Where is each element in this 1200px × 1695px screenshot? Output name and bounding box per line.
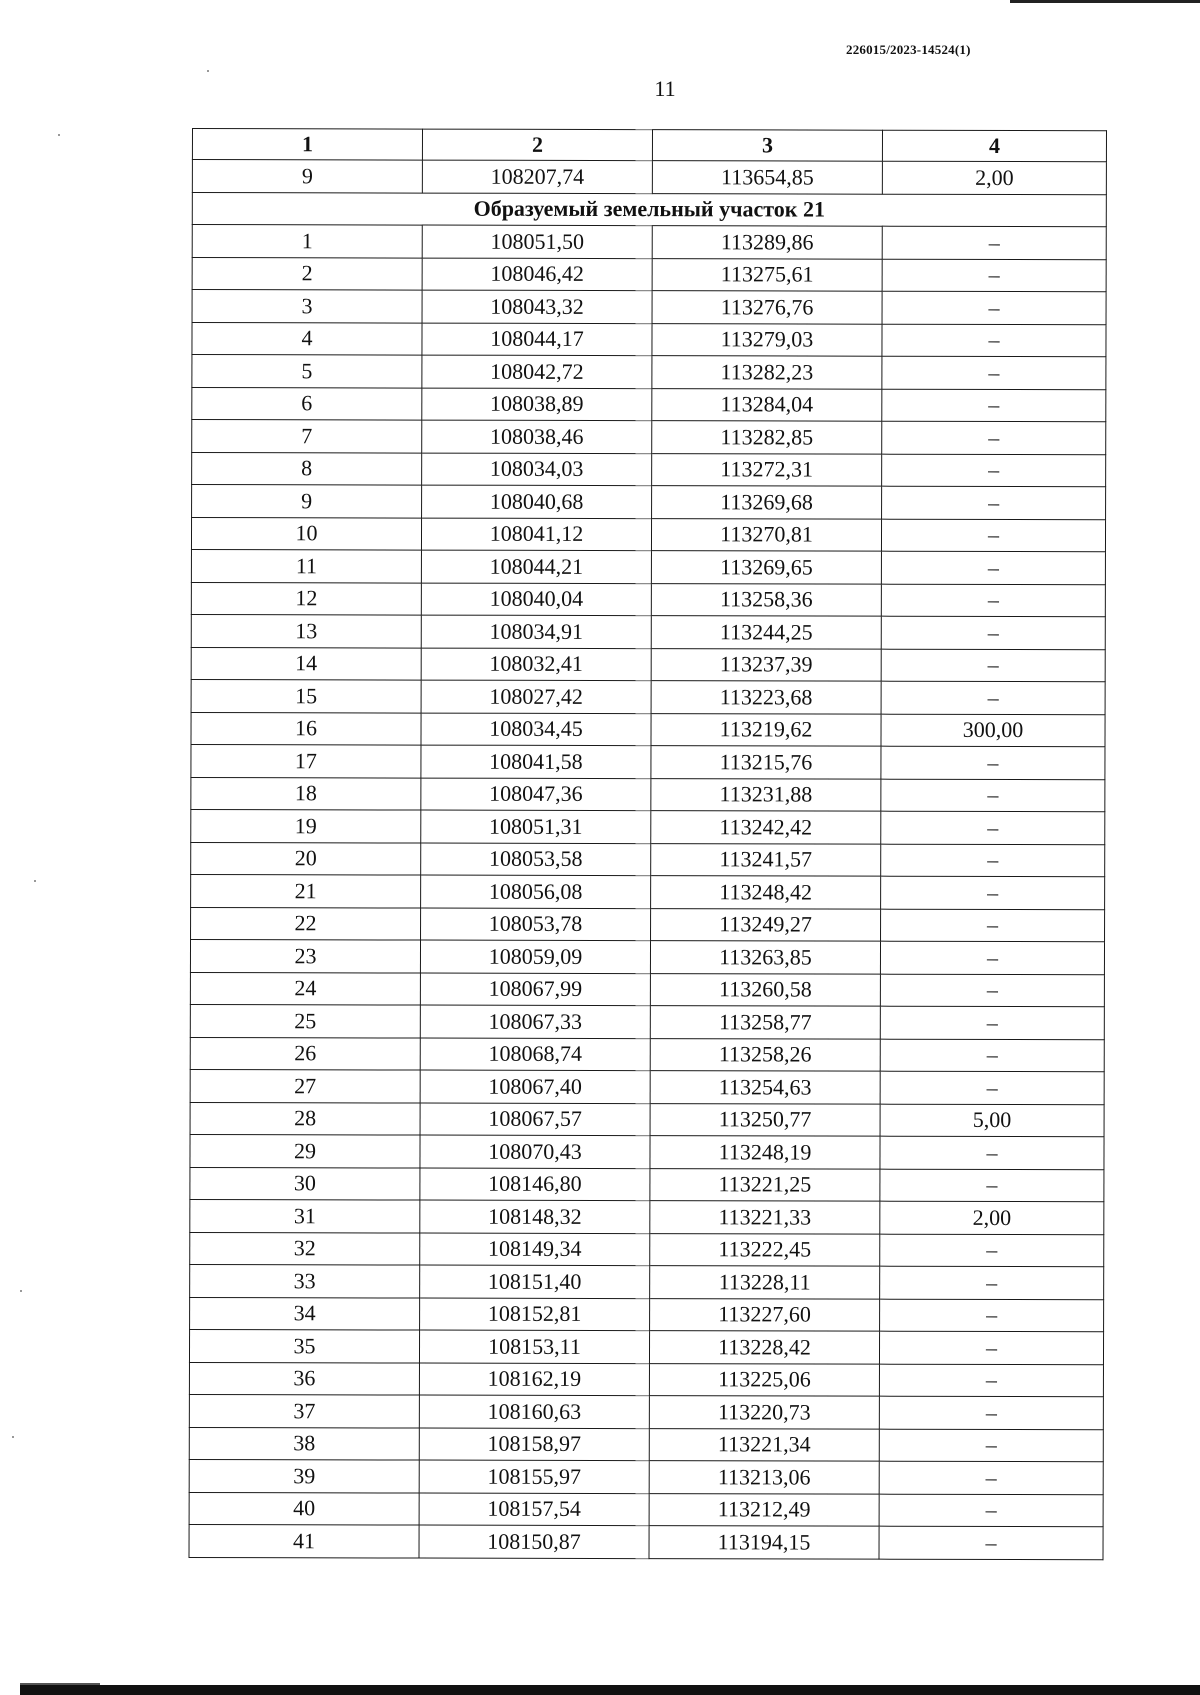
x-coordinate-cell: 108067,40 — [420, 1070, 650, 1103]
distance-cell: – — [881, 616, 1105, 649]
distance-cell: 300,00 — [881, 714, 1105, 747]
table-row — [189, 1427, 1103, 1462]
x-coordinate-cell: 108042,72 — [422, 355, 652, 388]
y-coordinate-cell: 113654,85 — [652, 161, 882, 194]
distance-cell: – — [880, 1266, 1104, 1299]
x-coordinate-cell: 108040,68 — [422, 485, 652, 518]
y-coordinate-cell: 113275,61 — [652, 258, 882, 291]
distance-cell: – — [881, 876, 1105, 909]
column-header-4: 4 — [882, 130, 1106, 162]
distance-cell: – — [879, 1494, 1103, 1527]
point-number-cell: 7 — [192, 420, 422, 453]
distance-cell: – — [880, 1136, 1104, 1169]
point-number-cell: 23 — [190, 939, 420, 972]
point-number-cell: 6 — [192, 387, 422, 420]
column-header-1: 1 — [192, 129, 422, 161]
x-coordinate-cell: 108038,46 — [422, 420, 652, 453]
table-row — [191, 874, 1105, 909]
section-title-row — [192, 192, 1106, 227]
distance-cell: – — [880, 1039, 1104, 1072]
x-coordinate-cell: 108047,36 — [421, 778, 651, 811]
distance-cell: – — [882, 486, 1106, 519]
column-header-3: 3 — [652, 130, 882, 162]
y-coordinate-cell: 113248,42 — [651, 876, 881, 909]
x-coordinate-cell: 108053,58 — [421, 843, 651, 876]
table-row — [190, 972, 1104, 1007]
x-coordinate-cell: 108041,12 — [421, 518, 651, 551]
table-row — [191, 517, 1105, 552]
scan-top-edge — [1010, 0, 1200, 3]
distance-cell: – — [880, 974, 1104, 1007]
point-number-cell: 4 — [192, 322, 422, 355]
x-coordinate-cell: 108153,11 — [419, 1330, 649, 1363]
y-coordinate-cell: 113258,36 — [651, 583, 881, 616]
table-row — [190, 939, 1104, 974]
y-coordinate-cell: 113282,85 — [652, 421, 882, 454]
distance-cell: – — [882, 356, 1106, 389]
y-coordinate-cell: 113213,06 — [649, 1461, 879, 1494]
distance-cell: – — [879, 1364, 1103, 1397]
x-coordinate-cell: 108038,89 — [422, 388, 652, 421]
point-number-cell: 39 — [189, 1459, 419, 1492]
distance-cell: 2,00 — [882, 161, 1106, 194]
y-coordinate-cell: 113228,42 — [649, 1331, 879, 1364]
table-row — [190, 1134, 1104, 1169]
distance-cell: – — [882, 324, 1106, 357]
point-number-cell: 34 — [190, 1297, 420, 1330]
y-coordinate-cell: 113215,76 — [651, 746, 881, 779]
point-number-cell: 29 — [190, 1134, 420, 1167]
distance-cell: – — [881, 844, 1105, 877]
distance-cell: – — [881, 779, 1105, 812]
table-row — [191, 712, 1105, 747]
y-coordinate-cell: 113284,04 — [652, 388, 882, 421]
y-coordinate-cell: 113241,57 — [651, 843, 881, 876]
y-coordinate-cell: 113269,68 — [652, 486, 882, 519]
scan-speck — [58, 134, 60, 136]
x-coordinate-cell: 108034,45 — [421, 713, 651, 746]
table-row — [191, 614, 1105, 649]
point-number-cell: 16 — [191, 712, 421, 745]
x-coordinate-cell: 108034,03 — [422, 453, 652, 486]
y-coordinate-cell: 113220,73 — [649, 1396, 879, 1429]
distance-cell: – — [882, 389, 1106, 422]
table-row — [190, 1167, 1104, 1202]
table-row — [192, 257, 1106, 292]
point-number-cell: 32 — [190, 1232, 420, 1265]
distance-cell: – — [882, 421, 1106, 454]
point-number-cell: 22 — [191, 907, 421, 940]
point-number-cell: 27 — [190, 1069, 420, 1102]
distance-cell: – — [882, 259, 1106, 292]
scan-bottom-edge — [20, 1685, 1200, 1695]
y-coordinate-cell: 113269,65 — [651, 551, 881, 584]
scan-speck — [34, 880, 36, 882]
point-number-cell: 3 — [192, 290, 422, 323]
y-coordinate-cell: 113244,25 — [651, 616, 881, 649]
distance-cell: – — [880, 1169, 1104, 1202]
x-coordinate-cell: 108162,19 — [419, 1363, 649, 1396]
x-coordinate-cell: 108068,74 — [420, 1038, 650, 1071]
table-row — [190, 1199, 1104, 1234]
x-coordinate-cell: 108149,34 — [420, 1233, 650, 1266]
table-row — [192, 355, 1106, 390]
distance-cell: – — [881, 811, 1105, 844]
y-coordinate-cell: 113221,34 — [649, 1428, 879, 1461]
table-row — [192, 452, 1106, 487]
x-coordinate-cell: 108044,21 — [421, 550, 651, 583]
point-number-cell: 15 — [191, 679, 421, 712]
distance-cell: – — [881, 909, 1105, 942]
point-number-cell: 19 — [191, 809, 421, 842]
distance-cell: 5,00 — [880, 1104, 1104, 1137]
x-coordinate-cell: 108046,42 — [422, 258, 652, 291]
x-coordinate-cell: 108067,57 — [420, 1103, 650, 1136]
x-coordinate-cell: 108053,78 — [421, 908, 651, 941]
x-coordinate-cell: 108056,08 — [421, 875, 651, 908]
x-coordinate-cell: 108032,41 — [421, 648, 651, 681]
point-number-cell: 9 — [192, 160, 422, 193]
page-number: 11 — [654, 76, 676, 101]
x-coordinate-cell: 108146,80 — [420, 1168, 650, 1201]
y-coordinate-cell: 113225,06 — [649, 1363, 879, 1396]
table-row — [191, 842, 1105, 877]
table-header-row — [192, 129, 1106, 162]
point-number-cell: 31 — [190, 1199, 420, 1232]
table-row — [190, 1102, 1104, 1137]
y-coordinate-cell: 113212,49 — [649, 1493, 879, 1526]
x-coordinate-cell: 108034,91 — [421, 615, 651, 648]
y-coordinate-cell: 113221,25 — [650, 1168, 880, 1201]
point-number-cell: 41 — [189, 1524, 419, 1557]
x-coordinate-cell: 108067,99 — [420, 973, 650, 1006]
table-row — [191, 809, 1105, 844]
table-row — [189, 1362, 1103, 1397]
point-number-cell: 13 — [191, 614, 421, 647]
table-row — [192, 225, 1106, 260]
coordinates-table-container — [189, 128, 1106, 1560]
table-row — [190, 1004, 1104, 1039]
point-number-cell: 30 — [190, 1167, 420, 1200]
distance-cell: 2,00 — [880, 1201, 1104, 1234]
x-coordinate-cell: 108151,40 — [420, 1265, 650, 1298]
table-row — [192, 290, 1106, 325]
y-coordinate-cell: 113282,23 — [652, 356, 882, 389]
distance-cell: – — [881, 584, 1105, 617]
x-coordinate-cell: 108041,58 — [421, 745, 651, 778]
point-number-cell: 28 — [190, 1102, 420, 1135]
x-coordinate-cell: 108155,97 — [419, 1460, 649, 1493]
x-coordinate-cell: 108067,33 — [420, 1005, 650, 1038]
table-row — [190, 1037, 1104, 1072]
column-header-2: 2 — [422, 129, 652, 161]
point-number-cell: 17 — [191, 744, 421, 777]
point-number-cell: 5 — [192, 355, 422, 388]
table-row — [190, 1297, 1104, 1332]
y-coordinate-cell: 113272,31 — [652, 453, 882, 486]
y-coordinate-cell: 113250,77 — [650, 1103, 880, 1136]
table-row — [191, 549, 1105, 584]
y-coordinate-cell: 113249,27 — [651, 908, 881, 941]
x-coordinate-cell: 108157,54 — [419, 1493, 649, 1526]
y-coordinate-cell: 113260,58 — [650, 973, 880, 1006]
point-number-cell: 35 — [189, 1329, 419, 1362]
x-coordinate-cell: 108040,04 — [421, 583, 651, 616]
distance-cell: – — [879, 1526, 1103, 1559]
table-row — [190, 1069, 1104, 1104]
distance-cell: – — [879, 1331, 1103, 1364]
y-coordinate-cell: 113227,60 — [650, 1298, 880, 1331]
table-row — [192, 322, 1106, 357]
y-coordinate-cell: 113219,62 — [651, 713, 881, 746]
distance-cell: – — [881, 519, 1105, 552]
x-coordinate-cell: 108070,43 — [420, 1135, 650, 1168]
point-number-cell: 10 — [191, 517, 421, 550]
table-row — [189, 1524, 1103, 1559]
distance-cell: – — [880, 1234, 1104, 1267]
point-number-cell: 24 — [190, 972, 420, 1005]
distance-cell: – — [879, 1396, 1103, 1429]
y-coordinate-cell: 113228,11 — [650, 1266, 880, 1299]
distance-cell: – — [881, 551, 1105, 584]
y-coordinate-cell: 113223,68 — [651, 681, 881, 714]
table-row — [191, 907, 1105, 942]
x-coordinate-cell: 108148,32 — [420, 1200, 650, 1233]
y-coordinate-cell: 113270,81 — [651, 518, 881, 551]
distance-cell: – — [879, 1461, 1103, 1494]
table-row — [192, 387, 1106, 422]
coordinates-table — [189, 128, 1107, 1560]
scan-speck — [207, 70, 209, 72]
y-coordinate-cell: 113242,42 — [651, 811, 881, 844]
x-coordinate-cell: 108152,81 — [420, 1298, 650, 1331]
table-row — [191, 679, 1105, 714]
table-row — [191, 744, 1105, 779]
x-coordinate-cell: 108207,74 — [422, 160, 652, 193]
y-coordinate-cell: 113222,45 — [650, 1233, 880, 1266]
table-row — [190, 1232, 1104, 1267]
table-row — [191, 777, 1105, 812]
distance-cell: – — [880, 1006, 1104, 1039]
scan-speck — [12, 1436, 14, 1438]
y-coordinate-cell: 113276,76 — [652, 291, 882, 324]
x-coordinate-cell: 108051,31 — [421, 810, 651, 843]
y-coordinate-cell: 113289,86 — [652, 226, 882, 259]
point-number-cell: 20 — [191, 842, 421, 875]
point-number-cell: 26 — [190, 1037, 420, 1070]
table-row — [191, 647, 1105, 682]
point-number-cell: 18 — [191, 777, 421, 810]
x-coordinate-cell: 108158,97 — [419, 1428, 649, 1461]
table-row — [192, 485, 1106, 520]
point-number-cell: 11 — [191, 549, 421, 582]
point-number-cell: 25 — [190, 1004, 420, 1037]
table-row — [189, 1492, 1103, 1527]
table-row — [190, 1264, 1104, 1299]
y-coordinate-cell: 113221,33 — [650, 1201, 880, 1234]
document-number: 226015/2023-14524(1) — [846, 42, 971, 57]
y-coordinate-cell: 113279,03 — [652, 323, 882, 356]
table-row — [189, 1394, 1103, 1429]
point-number-cell: 9 — [192, 485, 422, 518]
point-number-cell: 12 — [191, 582, 421, 615]
x-coordinate-cell: 108150,87 — [419, 1525, 649, 1558]
point-number-cell: 14 — [191, 647, 421, 680]
y-coordinate-cell: 113237,39 — [651, 648, 881, 681]
distance-cell: – — [882, 291, 1106, 324]
y-coordinate-cell: 113258,26 — [650, 1038, 880, 1071]
distance-cell: – — [881, 746, 1105, 779]
distance-cell: – — [880, 1071, 1104, 1104]
y-coordinate-cell: 113263,85 — [650, 941, 880, 974]
x-coordinate-cell: 108044,17 — [422, 323, 652, 356]
distance-cell: – — [882, 454, 1106, 487]
distance-cell: – — [881, 649, 1105, 682]
x-coordinate-cell: 108051,50 — [422, 225, 652, 258]
scan-speck — [20, 1290, 22, 1292]
point-number-cell: 33 — [190, 1264, 420, 1297]
y-coordinate-cell: 113194,15 — [649, 1526, 879, 1559]
x-coordinate-cell: 108059,09 — [420, 940, 650, 973]
distance-cell: – — [879, 1429, 1103, 1462]
point-number-cell: 8 — [192, 452, 422, 485]
point-number-cell: 21 — [191, 874, 421, 907]
point-number-cell: 38 — [189, 1427, 419, 1460]
point-number-cell: 1 — [192, 225, 422, 258]
point-number-cell: 40 — [189, 1492, 419, 1525]
point-number-cell: 2 — [192, 257, 422, 290]
x-coordinate-cell: 108027,42 — [421, 680, 651, 713]
distance-cell: – — [880, 1299, 1104, 1332]
distance-cell: – — [881, 681, 1105, 714]
table-row-continued — [192, 160, 1106, 195]
distance-cell: – — [882, 226, 1106, 259]
y-coordinate-cell: 113248,19 — [650, 1136, 880, 1169]
table-row — [189, 1459, 1103, 1494]
x-coordinate-cell: 108043,32 — [422, 290, 652, 323]
distance-cell: – — [880, 941, 1104, 974]
section-title: Образуемый земельный участок 21 — [192, 192, 1106, 227]
y-coordinate-cell: 113258,77 — [650, 1006, 880, 1039]
table-row — [189, 1329, 1103, 1364]
table-row — [192, 420, 1106, 455]
y-coordinate-cell: 113254,63 — [650, 1071, 880, 1104]
y-coordinate-cell: 113231,88 — [651, 778, 881, 811]
table-row — [191, 582, 1105, 617]
x-coordinate-cell: 108160,63 — [419, 1395, 649, 1428]
point-number-cell: 37 — [189, 1394, 419, 1427]
point-number-cell: 36 — [189, 1362, 419, 1395]
